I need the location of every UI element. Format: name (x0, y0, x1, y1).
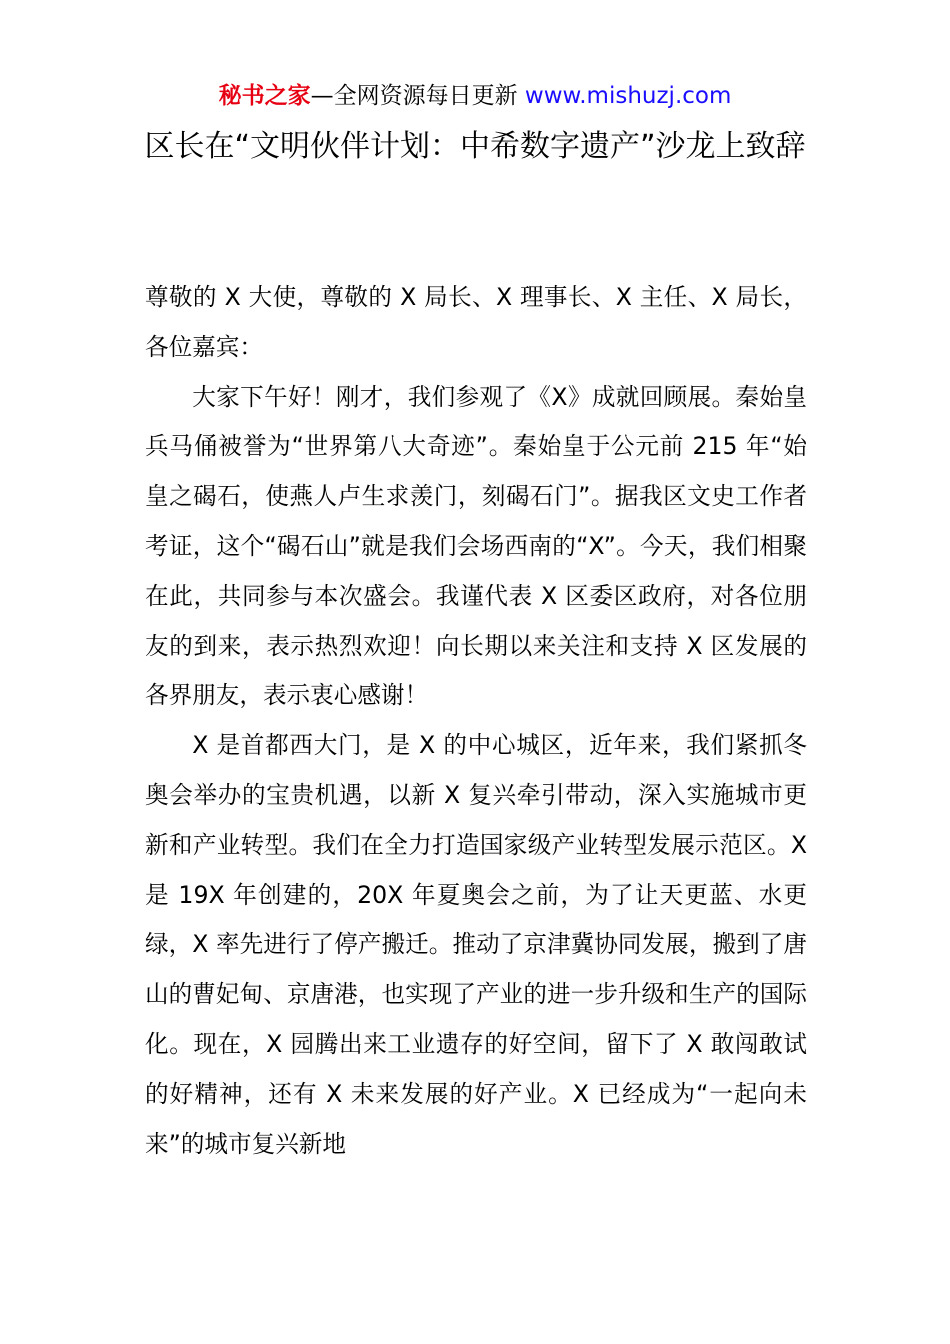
site-brand: 秘书之家 (218, 83, 311, 109)
body-paragraph: 大家下午好！刚才，我们参观了《X》成就回顾展。秦始皇兵马俑被誉为“世界第八大奇迹”。秦始皇于公元前 215 年“始皇之碣石，使燕人卢生求羡门，刻碣石门”。据我区文史工作者考证，这个“碣石山”就是我们会场西南的“X”。今天，我们相聚在此，共同参与本次盛会。我谨代表 X 区委区政府，对各位朋友的到来，表示热烈欢迎！向长期以来关注和支持 X 区发展的各界朋友，表示衷心感谢！ (145, 382, 807, 710)
site-header (0, 80, 950, 112)
document-body (145, 273, 807, 1169)
body-paragraph: X 是首都西大门，是 X 的中心城区，近年来，我们紧抓冬奥会举办的宝贵机遇，以新 X 复兴牵引带动，深入实施城市更新和产业转型。我们在全力打造国家级产业转型发展示范区。X 是 19X 年创建的，20X 年夏奥会之前，为了让天更蓝、水更绿，X 率先进行了停产搬迁。推动了京津冀协同发展，搬到了唐山的曹妃甸、京唐港，也实现了产业的进一步升级和生产的国际化。现在，X 园腾出来工业遗存的好空间，留下了 X 敢闯敢试的好精神，还有 X 未来发展的好产业。X 已经成为“一起向未来”的城市复兴新地 (145, 731, 807, 1158)
site-tagline: —全网资源每日更新 (310, 83, 518, 109)
salutation-paragraph: 尊敬的 X 大使，尊敬的 X 局长、X 理事长、X 主任、X 局长，各位嘉宾： (145, 283, 807, 361)
document-title: 区长在“文明伙伴计划：中希数字遗产”沙龙上致辞 (144, 129, 806, 164)
site-url-link[interactable]: www.mishuzj.com (524, 83, 732, 109)
